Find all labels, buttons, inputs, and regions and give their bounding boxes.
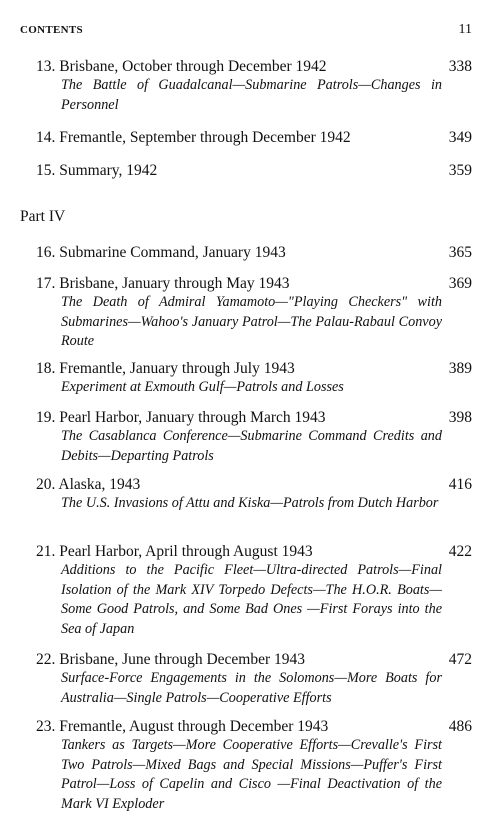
- running-head-title: CONTENTS: [20, 24, 83, 36]
- chapter-title: Pearl Harbor, January through March 1943: [59, 409, 326, 426]
- chapter-title: Summary, 1942: [59, 162, 158, 179]
- chapter-number: 20.: [36, 476, 56, 493]
- chapter-number: 22.: [36, 651, 56, 668]
- chapter-page: 369: [448, 275, 472, 292]
- page-number: 11: [458, 22, 472, 37]
- chapter-page: 389: [448, 360, 472, 377]
- chapter-subtitle: Tankers as Targets—More Cooperative Efforts—Crevalle's First Two Patrols—Mixed Bags and Special Missions—Puffer's First Patrol—Loss of Capelin and Cisco —Final Deactivation of the Mark VI Exploder: [61, 737, 442, 812]
- chapter-subtitle: Additions to the Pacific Fleet—Ultra-directed Patrols—Final Isolation of the Mark XIV Torpedo Defects—The H.O.R. Boats—Some Good Patrols, and Some Bad Ones —First Forays into the Sea of Japan: [61, 562, 442, 637]
- toc-entry[interactable]: [36, 128, 472, 147]
- toc-entry[interactable]: [36, 717, 472, 814]
- chapter-page: 422: [448, 543, 472, 560]
- chapter-subtitle: Experiment at Exmouth Gulf—Patrols and Losses: [61, 379, 344, 395]
- toc-entry[interactable]: [36, 57, 472, 115]
- chapter-page: 416: [448, 476, 472, 493]
- chapter-title: Brisbane, January through May 1943: [59, 275, 290, 292]
- chapter-number: 19.: [36, 409, 56, 426]
- chapter-title: Fremantle, January through July 1943: [59, 360, 295, 377]
- chapter-subtitle: The U.S. Invasions of Attu and Kiska—Patrols from Dutch Harbor: [61, 495, 439, 511]
- chapter-number: 15.: [36, 162, 56, 179]
- chapter-title: Brisbane, June through December 1943: [59, 651, 306, 668]
- chapter-subtitle: The Casablanca Conference—Submarine Command Credits and Debits—Departing Patrols: [61, 428, 442, 464]
- chapter-number: 14.: [36, 129, 56, 146]
- chapter-title: Fremantle, August through December 1943: [59, 718, 329, 735]
- chapter-page: 472: [448, 651, 472, 668]
- chapter-page: 338: [448, 58, 472, 75]
- toc-entry[interactable]: [36, 274, 472, 352]
- chapter-number: 17.: [36, 275, 56, 292]
- chapter-title: Alaska, 1943: [58, 476, 141, 493]
- toc-entry[interactable]: [36, 243, 472, 262]
- toc-entry[interactable]: [36, 475, 472, 514]
- chapter-subtitle: The Battle of Guadalcanal—Submarine Patrols—Changes in Personnel: [61, 77, 442, 113]
- running-head: [20, 22, 472, 38]
- chapter-page: 359: [448, 162, 472, 179]
- chapter-number: 13.: [36, 58, 56, 75]
- chapter-page: 349: [448, 129, 472, 146]
- toc-entry[interactable]: [36, 161, 472, 180]
- chapter-page: 365: [448, 244, 472, 261]
- chapter-page: 398: [448, 409, 472, 426]
- chapter-title: Brisbane, October through December 1942: [59, 58, 327, 75]
- chapter-number: 23.: [36, 718, 56, 735]
- part-label: Part IV: [20, 208, 66, 225]
- toc-entry[interactable]: [36, 650, 472, 708]
- toc-entry[interactable]: [36, 359, 472, 398]
- chapter-title: Submarine Command, January 1943: [59, 244, 286, 261]
- chapter-subtitle: The Death of Admiral Yamamoto—"Playing Checkers" with Submarines—Wahoo's January Patrol—The Palau-Rabaul Convoy Route: [61, 294, 442, 349]
- chapter-title: Fremantle, September through December 1942: [59, 129, 351, 146]
- chapter-number: 21.: [36, 543, 56, 560]
- chapter-title: Pearl Harbor, April through August 1943: [59, 543, 313, 560]
- toc-entry[interactable]: [36, 408, 472, 466]
- chapter-page: 486: [448, 718, 472, 735]
- chapter-subtitle: Surface-Force Engagements in the Solomons—More Boats for Australia—Single Patrols—Cooperative Efforts: [61, 670, 442, 706]
- toc-entry[interactable]: [36, 542, 472, 639]
- chapter-number: 18.: [36, 360, 56, 377]
- chapter-number: 16.: [36, 244, 56, 261]
